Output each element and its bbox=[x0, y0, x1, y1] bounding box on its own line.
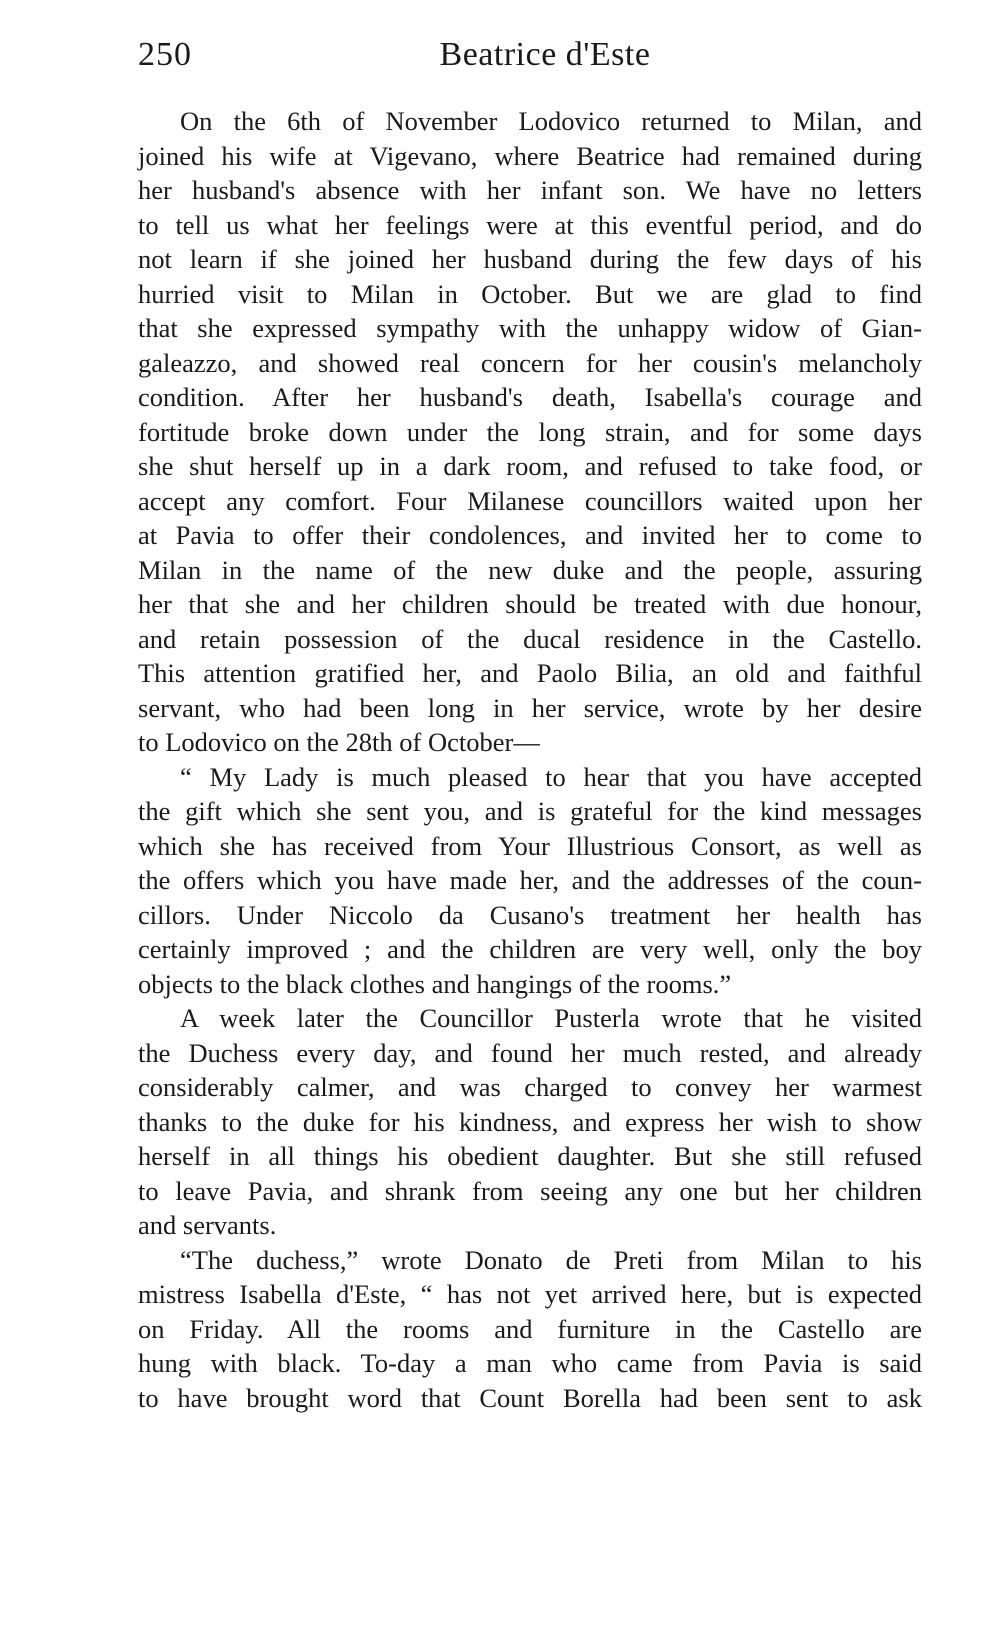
text-line: and servants. bbox=[138, 1210, 277, 1240]
text-line: that she expressed sympathy with the unhappy widow of Gian- bbox=[138, 313, 922, 343]
text-line: thanks to the duke for his kindness, and express her wish to show bbox=[138, 1106, 922, 1137]
text-line: accept any comfort. Four Milanese councillors waited upon her bbox=[138, 485, 922, 516]
text-line: servant, who had been long in her service, wrote by her desire bbox=[138, 692, 922, 723]
text-line: mistress Isabella d'Este, “ has not yet arrived here, but is expected bbox=[138, 1279, 922, 1309]
text-line: to tell us what her feelings were at this eventful period, and do bbox=[138, 209, 922, 240]
text-line: to have brought word that Count Borella had been sent to ask bbox=[138, 1382, 922, 1413]
text-line: hurried visit to Milan in October. But we are glad to find bbox=[138, 278, 922, 309]
text-line: to leave Pavia, and shrank from seeing any one but her children bbox=[138, 1175, 922, 1206]
text-line: she shut herself up in a dark room, and refused to take food, or bbox=[138, 451, 922, 481]
text-line: “The duchess,” wrote Donato de Preti from Milan to his bbox=[180, 1244, 922, 1275]
text-line: the offers which you have made her, and the addresses of the coun- bbox=[138, 865, 922, 895]
text-line: her husband's absence with her infant son. We have no letters bbox=[138, 175, 922, 205]
text-line: which she has received from Your Illustrious Consort, as well as bbox=[138, 830, 922, 861]
page-header bbox=[138, 32, 922, 82]
text-line: joined his wife at Vigevano, where Beatrice had remained during bbox=[138, 140, 922, 171]
text-line: Milan in the name of the new duke and the people, assuring bbox=[138, 554, 922, 585]
text-line: objects to the black clothes and hangings of the rooms.” bbox=[138, 968, 732, 999]
text-line: the Duchess every day, and found her much rested, and already bbox=[138, 1037, 922, 1068]
running-title: Beatrice d'Este bbox=[439, 36, 651, 73]
text-line: hung with black. To-day a man who came from Pavia is said bbox=[138, 1348, 922, 1378]
text-line: A week later the Councillor Pusterla wrote that he visited bbox=[180, 1003, 922, 1033]
text-line: galeazzo, and showed real concern for her cousin's melancholy bbox=[138, 347, 922, 378]
text-line: to Lodovico on the 28th of October— bbox=[138, 727, 540, 757]
text-line: certainly improved ; and the children are very well, only the boy bbox=[138, 934, 922, 964]
text-line: cillors. Under Niccolo da Cusano's treatment her health has bbox=[138, 899, 922, 930]
text-line: On the 6th of November Lodovico returned to Milan, and bbox=[180, 106, 922, 136]
text-line: herself in all things his obedient daughter. But she still refused bbox=[138, 1141, 922, 1171]
text-line: the gift which she sent you, and is grateful for the kind messages bbox=[138, 796, 922, 826]
body-text bbox=[138, 104, 922, 1415]
text-line: at Pavia to offer their condolences, and invited her to come to bbox=[138, 520, 922, 550]
text-line: “ My Lady is much pleased to hear that you have accepted bbox=[180, 761, 922, 792]
text-line: and retain possession of the ducal residence in the Castello. bbox=[138, 623, 922, 654]
page-number: 250 bbox=[138, 36, 192, 73]
text-line: her that she and her children should be treated with due honour, bbox=[138, 589, 922, 619]
text-line: fortitude broke down under the long strain, and for some days bbox=[138, 416, 922, 447]
text-line: considerably calmer, and was charged to convey her warmest bbox=[138, 1072, 922, 1102]
text-line: on Friday. All the rooms and furniture in the Castello are bbox=[138, 1313, 922, 1344]
text-line: condition. After her husband's death, Isabella's courage and bbox=[138, 382, 922, 412]
text-line: This attention gratified her, and Paolo Bilia, an old and faithful bbox=[138, 658, 922, 688]
text-line: not learn if she joined her husband during the few days of his bbox=[138, 244, 922, 274]
